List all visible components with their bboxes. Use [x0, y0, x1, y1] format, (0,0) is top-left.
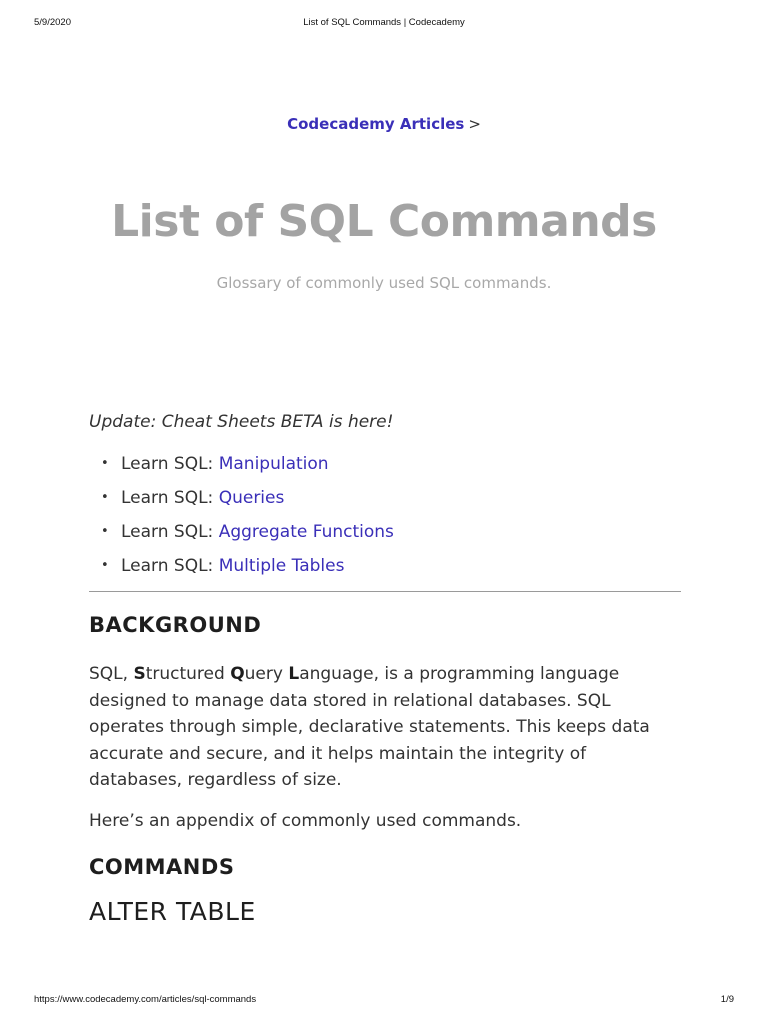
cheat-sheet-list [89, 452, 681, 588]
alter-table-heading: ALTER TABLE [89, 896, 256, 926]
list-item-prefix: Learn SQL: [121, 488, 219, 508]
link-manipulation[interactable]: Manipulation [218, 454, 329, 474]
para-text: SQL, [89, 664, 134, 684]
para-text: tructured [145, 664, 231, 684]
para-text: uery [244, 664, 289, 684]
page-subtitle: Glossary of commonly used SQL commands. [216, 274, 552, 292]
print-url: https://www.codecademy.com/articles/sql-commands [34, 994, 257, 1005]
bullet-icon: • [101, 558, 109, 573]
list-item [89, 486, 681, 520]
breadcrumb [0, 115, 768, 133]
bullet-icon: • [101, 456, 109, 471]
bullet-icon: • [101, 490, 109, 505]
update-note: Update: Cheat Sheets BETA is here! [89, 412, 394, 432]
print-date: 5/9/2020 [34, 17, 71, 28]
article-body [89, 412, 681, 926]
para-text: anguage, is a programming language designed to manage data stored in relational databases. SQL operates through simple, declarative statements. This keeps data accurate and secure, and it helps maintain the integrity of databases, regardless of size. [89, 664, 650, 790]
list-item [89, 554, 681, 588]
print-page-title: List of SQL Commands | Codecademy [303, 17, 465, 28]
page-title: List of SQL Commands [111, 196, 657, 247]
background-paragraph [89, 661, 681, 794]
list-item-prefix: Learn SQL: [121, 556, 219, 576]
list-item [89, 452, 681, 486]
appendix-paragraph: Here’s an appendix of commonly used commands. [89, 810, 522, 831]
breadcrumb-separator: > [468, 115, 481, 133]
link-queries[interactable]: Queries [218, 488, 285, 508]
bullet-icon: • [101, 524, 109, 539]
para-bold-letter: L [288, 664, 300, 684]
print-page-number: 1/9 [720, 994, 734, 1005]
list-item-prefix: Learn SQL: [121, 522, 219, 542]
para-bold-letter: S [133, 664, 146, 684]
commands-heading: COMMANDS [89, 854, 235, 879]
background-heading: BACKGROUND [89, 613, 262, 637]
link-multiple-tables[interactable]: Multiple Tables [218, 556, 345, 576]
list-item-prefix: Learn SQL: [121, 454, 219, 474]
link-aggregate-functions[interactable]: Aggregate Functions [218, 522, 394, 542]
breadcrumb-link-articles[interactable]: Codecademy Articles [287, 115, 465, 133]
list-item [89, 520, 681, 554]
para-bold-letter: Q [230, 664, 245, 684]
section-divider [89, 591, 681, 592]
